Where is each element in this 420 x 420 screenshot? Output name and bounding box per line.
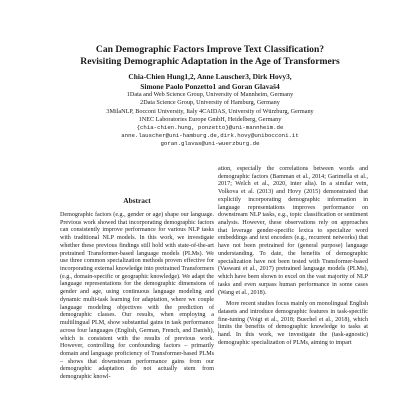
title-line: Revisiting Demographic Adaptation in the Age of Transformers bbox=[80, 56, 340, 67]
affiliation: 1NEC Laboratories Europe GmbH, Heidelberg, Germany bbox=[138, 115, 282, 123]
email-line: anne.lauscher@uni-hamburg.de,dirk.hovy@unibocconi.it bbox=[121, 131, 299, 139]
title-line: Can Demographic Factors Improve Text Classification? bbox=[95, 44, 325, 55]
right-column bbox=[218, 166, 368, 348]
abstract-text: Demographic factors (e.g., gender or age) shape our language. Previous work showed that incorporating demographic factors can consistently improve performance for various NLP tasks with traditional NLP models. In this work, we investigate whether these previous findings still hold with state-of-the-art pretrained Transformer-based language models (PLMs). We use three common specialization methods proven effective for incorporating external knowledge into pretrained Transformers (e.g., domain-specific or geographic knowledge). We adapt the language representations for the demographic dimensions of gender and age, using continuous language modeling and dynamic multi-task learning for adaptation, where we couple language modeling objectives with the prediction of demographic classes. Our results, when employing a multilingual PLM, show substantial gains in task performance across four languages (English, German, French, and Danish), which is consistent with the results of previous work. However, controlling for confounding factors – primarily domain and language proficiency of Transformer-based PLMs – shows that downstream performance gains from our demographic adaptation do not actually stem from demographic knowl- bbox=[60, 212, 214, 381]
email-line: {chia-chien.hung, ponzetto}@uni-mannheim.de bbox=[136, 124, 284, 132]
author-list bbox=[0, 72, 420, 91]
affiliation: 3MilaNLP, Bocconi University, Italy 4CAIDAS, University of Würzburg, Germany bbox=[106, 107, 314, 115]
intro-paragraph: More recent studies focus mainly on monolingual English datasets and introduce demographic features in task-specific fine-tuning (Voigt et al., 2018; Buechel et al., 2018), which limits the benefits of demographic knowledge to tasks at hand. In this work, we investigate the (task-agnostic) demographic specialization of PLMs, aiming to impart bbox=[218, 301, 368, 346]
email-line: goran.glavas@uni-wuerzburg.de bbox=[160, 139, 260, 147]
authors-line: Chia-Chien Hung1,2, Anne Lauscher3, Dirk Hovy3, bbox=[128, 72, 292, 81]
paper-title bbox=[0, 44, 420, 68]
header-block bbox=[0, 44, 420, 148]
intro-paragraph: ation, especially the correlations between words and demographic factors (Bamman et al., 2014; Garimella et al., 2017; Welch et al., 2020, inter alia). In a similar vein, Volkova et al. (2013) and Hovy (2015) demonstrated that explicitly incorporating demographic information in language representations improves performance on downstream NLP tasks, e.g., topic classification or sentiment analysis. However, these observations rely on approaches that leverage gender-specific lexica to specialize word embeddings and text encoders (e.g., recurrent networks) that have not been pretrained for (general purpose) language understanding. To date, the benefits of demographic specialization have not been tested with Transformer-based (Vaswani et al., 2017) pretrained language models (PLMs), which have been shown to excel on the vast majority of NLP tasks and even surpass human performance in some cases (Wang et al., 2018). bbox=[218, 166, 368, 296]
affiliation: 1Data and Web Science Group, University of Mannheim, Germany bbox=[126, 91, 294, 98]
abstract-heading: Abstract bbox=[123, 196, 151, 205]
emails bbox=[0, 124, 420, 147]
left-column bbox=[60, 212, 214, 382]
affiliation: 2Data Science Group, University of Hamburg, Germany bbox=[140, 99, 280, 107]
affiliations bbox=[0, 91, 420, 124]
authors-line: Simone Paolo Ponzetto1 and Goran Glavaš4 bbox=[140, 81, 280, 91]
